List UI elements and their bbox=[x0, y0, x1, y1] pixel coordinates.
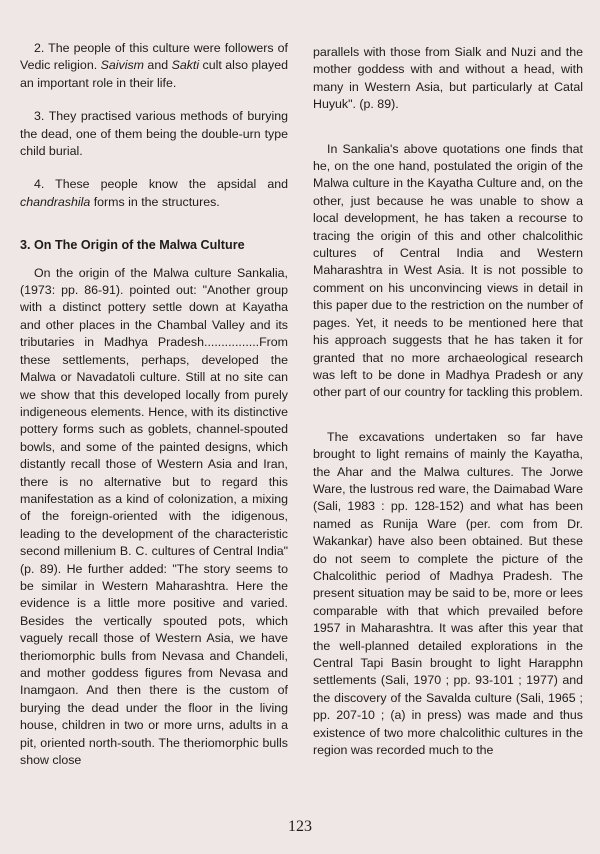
commentary-paragraph: In Sankalia's above quotations one finds that he, on the one hand, postulated the origin of the Malwa culture in the Kayatha Culture and, on the other, just because he was unable to show a local development, he has taken a recourse to tracing the origin of this and other chalcolithic cultures of Central India and Western Maharashtra in West Asia. It is not possible to comment on his unconvincing views in detail in this paper due to the restriction on the number of pages. Yet, it needs to be mentioned here that his approach suggests that he has taken it for granted that no more archaeological research was left to be done in Madhya Pradesh or any other part of our country for tackling this problem. bbox=[313, 141, 583, 400]
italic-term-saivism: Saivism bbox=[100, 58, 144, 73]
list-item-2: 2. The people of this culture were followers of Vedic religion. Saivism and Sakti cult also played an important role in their life. bbox=[20, 41, 288, 90]
left-column bbox=[20, 40, 288, 769]
body-paragraph: On the origin of the Malwa culture Sankalia, (1973: pp. 86-91). pointed out: "Another group with a distinct pottery settle down at Kayatha and other places in the Chambal Valley and its tributaries in Madhya Pradesh................From these settlements, perhaps, developed the Malwa or Navadatoli culture. Still at no site can we show that this developed locally from purely indigeneous elements. Hence, with its distinctive pottery forms such as goblets, channel-spouted bowls, and some of the painted designs, which distantly recall those of Western Asia and Iran, there is no alternative but to regard this manifestation as a kind of colonization, a mixing of the foreign-oriented with the idigenous, leading to the development of the characteristic second millenium B. C. cultures of Central India" (p. 89). He further added: "The story seems to be similar in Western Maharashtra. Here the evidence is a little more positive and varied. Besides the vertically spouted pots, which vaguely recall those of Western Asia, we have theriomorphic bulls from Nevasa and Chandeli, and mother goddess figures from Nevasa and Inamgaon. And then there is the custom of burying the dead under the floor in the living house, children in two or more urns, adults in a pit, oriented north-south. The theriomorphic bulls show close bbox=[20, 265, 288, 768]
list-item-3: 3. They practised various methods of burying the dead, one of them being the double-urn type child burial. bbox=[20, 109, 288, 159]
right-column bbox=[313, 44, 583, 759]
quote-continuation-paragraph: parallels with those from Sialk and Nuzi and the mother goddess with and without a head, with many in Western Asia, but particularly at Catal Huyuk". (p. 89). bbox=[313, 45, 583, 112]
italic-term-sakti: Sakti bbox=[171, 58, 200, 73]
page-number: 123 bbox=[288, 818, 312, 835]
excavations-paragraph: The excavations undertaken so far have brought to light remains of mainly the Kayatha, the Ahar and the Malwa cultures. The Jorwe Ware, the lustrous red ware, the Daimabad Ware (Sali, 1983 : pp. 128-152) and what has been named as Runija Ware (per. com from Dr. Wakankar) have also been obtained. But these do not seem to complete the picture of the Chalcolithic period of Madhya Pradesh. The present situation may be said to be, more or lees comparable with that which prevailed before 1957 in Maharashtra. It was after this year that the well-planned detailed explorations in the Central Tapi Basin brought to light Harapphn settlements (Sali, 1970 ; pp. 93-101 ; 1977) and the discovery of the Savalda culture (Sali, 1965 ; pp. 207-10 ; (a) in press) was made and thus existence of two more chalcolithic cultures in the region was recorded much to the bbox=[313, 429, 583, 758]
section-heading: 3. On The Origin of the Malwa Culture bbox=[20, 238, 245, 253]
list-item-4: 4. These people know the apsidal and chandrashila forms in the structures. bbox=[20, 177, 288, 209]
italic-term-chandrashila: chandrashila bbox=[20, 194, 91, 209]
